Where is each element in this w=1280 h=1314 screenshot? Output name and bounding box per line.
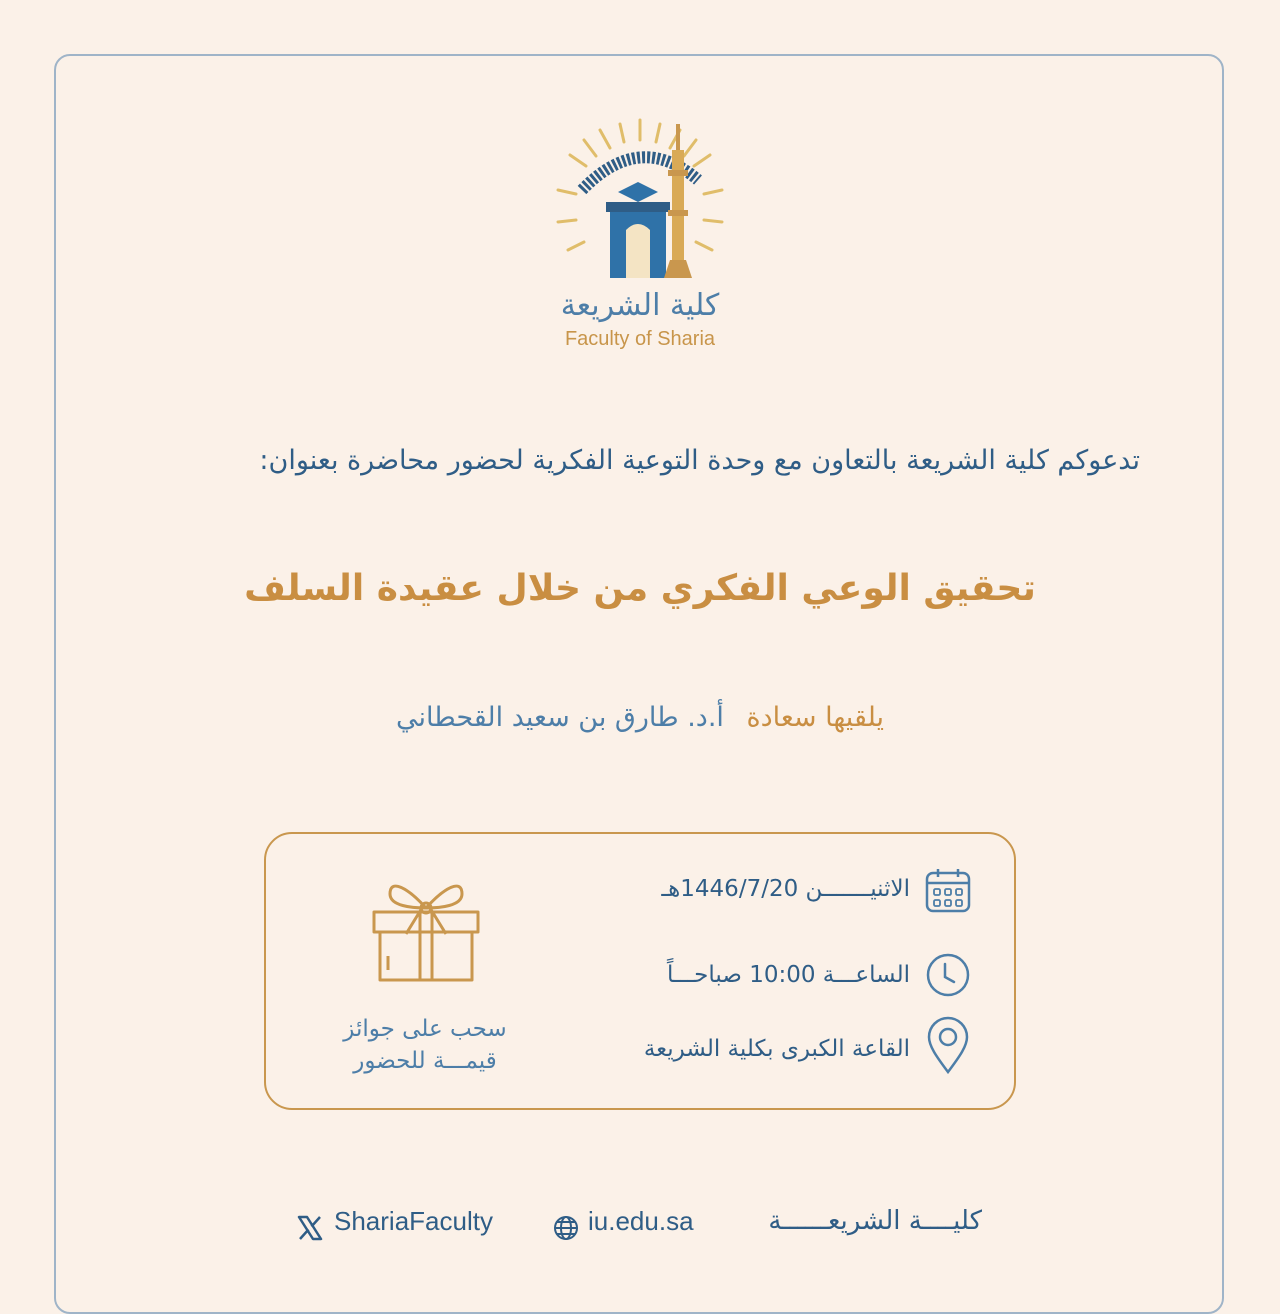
footer-handle[interactable]: ShariaFaculty (334, 1206, 493, 1236)
invitation-intro: تدعوكم كلية الشريعة بالتعاون مع وحدة التوعية الفكرية لحضور محاضرة بعنوان: (259, 445, 1140, 476)
speaker-label: يلقيها سعادة (746, 702, 885, 733)
prize-line-2: قيمـــة للحضور (353, 1048, 497, 1074)
speaker-name: أ.د. طارق بن سعيد القحطاني (395, 702, 724, 733)
gift-icon (368, 868, 484, 984)
footer-website[interactable]: iu.edu.sa (588, 1206, 694, 1236)
event-time: الساعـــة 10:00 صباحـــاً (666, 962, 910, 988)
clock-icon (925, 952, 971, 998)
speaker-line (0, 702, 1280, 733)
event-location: القاعة الكبرى بكلية الشريعة (643, 1036, 910, 1062)
calendar-icon (925, 868, 971, 914)
logo-english-name: Faculty of Sharia (564, 328, 716, 350)
globe-icon (553, 1215, 579, 1241)
prize-line-1: سحب على جوائز (343, 1016, 507, 1042)
prize-text (300, 1013, 550, 1077)
x-logo-icon (296, 1214, 324, 1242)
faculty-logo (540, 110, 740, 290)
location-pin-icon (926, 1016, 970, 1074)
lecture-title: تحقيق الوعي الفكري من خلال عقيدة السلف (244, 568, 1036, 609)
event-date: الاثنيـــــــن 1446/7/20هـ (661, 876, 910, 902)
logo-arabic-name: كلية الشريعة (560, 288, 720, 323)
footer-faculty-name: كليــــة الشريعــــــة (768, 1206, 982, 1236)
